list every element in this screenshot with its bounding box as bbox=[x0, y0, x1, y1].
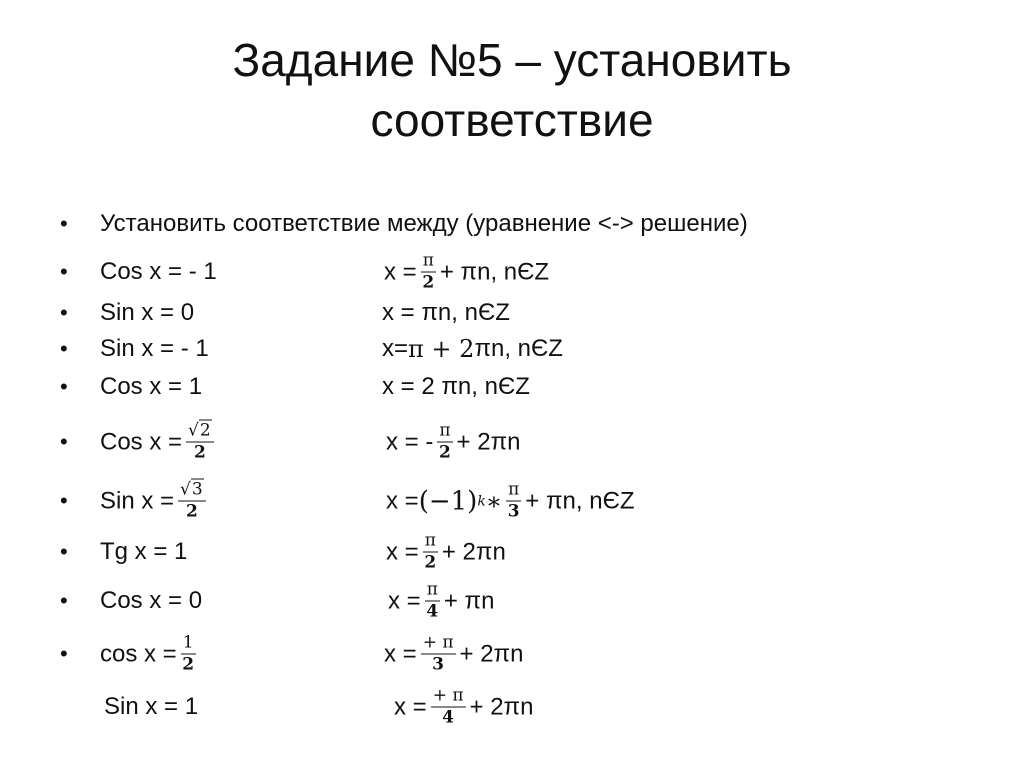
title-line-2: соответствие bbox=[370, 94, 654, 146]
solution bbox=[388, 579, 495, 622]
numerator: + π bbox=[422, 632, 454, 653]
numerator: π bbox=[439, 420, 451, 441]
list-item bbox=[0, 679, 1024, 735]
bullet-icon: • bbox=[60, 539, 68, 564]
radicand: 3 bbox=[191, 479, 203, 500]
denominator: 2 bbox=[424, 552, 437, 573]
equation: Cos x = - 1 bbox=[100, 258, 217, 285]
denominator: 4 bbox=[426, 601, 439, 622]
fraction bbox=[423, 530, 438, 573]
solution-suffix: + πn, nЄZ bbox=[439, 258, 550, 285]
denominator: 2 bbox=[422, 272, 435, 293]
bullet-icon: • bbox=[60, 488, 68, 513]
equation-prefix: Cos x = bbox=[100, 428, 183, 455]
equation: Cos x = 1 bbox=[100, 373, 203, 400]
equation: Sin x = - 1 bbox=[100, 335, 209, 362]
multiply-sign: ∗ bbox=[485, 487, 503, 515]
denominator: 3 bbox=[432, 654, 445, 675]
numerator: π bbox=[508, 479, 520, 500]
fraction bbox=[421, 632, 456, 675]
fraction bbox=[437, 420, 452, 463]
solution-prefix: x= bbox=[382, 335, 409, 362]
numerator: √3 bbox=[180, 479, 203, 500]
fraction bbox=[186, 420, 214, 463]
equation bbox=[100, 632, 200, 675]
bullet-icon: • bbox=[60, 336, 68, 361]
list-item bbox=[0, 524, 1024, 580]
list-item bbox=[0, 573, 1024, 629]
list-item bbox=[0, 626, 1024, 682]
solution bbox=[386, 479, 635, 522]
bullet-icon: • bbox=[60, 374, 68, 399]
solution: x = πn, nЄZ bbox=[382, 299, 510, 326]
fraction bbox=[431, 685, 466, 728]
solution-math: π + 2 bbox=[408, 335, 475, 363]
solution-math: (−1) bbox=[418, 486, 478, 516]
numerator: 1 bbox=[182, 632, 194, 653]
solution-suffix: πn, nЄZ bbox=[474, 335, 563, 362]
bullet-icon: • bbox=[60, 211, 68, 236]
denominator: 2 bbox=[182, 654, 195, 675]
denominator: 3 bbox=[507, 501, 520, 522]
fraction bbox=[425, 579, 440, 622]
solution bbox=[386, 420, 521, 463]
numerator: π bbox=[424, 530, 436, 551]
solution-suffix: + 2πn bbox=[459, 640, 524, 667]
title-line-1: Задание №5 – установить bbox=[232, 34, 792, 86]
fraction bbox=[506, 479, 521, 522]
denominator: 4 bbox=[442, 707, 455, 728]
solution: x = 2 πn, nЄZ bbox=[382, 373, 530, 400]
bullet-icon: • bbox=[60, 300, 68, 325]
intro-text: Установить соответствие между (уравнение <-> решение) bbox=[100, 210, 748, 237]
numerator: + π bbox=[432, 685, 464, 706]
equation: Sin x = 1 bbox=[104, 693, 199, 720]
solution-prefix: x = bbox=[386, 487, 419, 514]
list-item bbox=[0, 473, 1024, 529]
list-item bbox=[0, 359, 1024, 415]
exponent: k bbox=[477, 493, 486, 509]
solution-suffix: + 2πn bbox=[469, 693, 534, 720]
solution-prefix: x = - bbox=[386, 428, 434, 455]
solution-suffix: + 2πn bbox=[456, 428, 521, 455]
bullet-icon: • bbox=[60, 588, 68, 613]
denominator: 2 bbox=[193, 442, 206, 463]
solution-prefix: x = bbox=[394, 693, 427, 720]
equation bbox=[100, 479, 210, 522]
list-item bbox=[0, 414, 1024, 470]
equation: Sin x = 0 bbox=[100, 299, 195, 326]
solution bbox=[394, 685, 534, 728]
numerator: π bbox=[426, 579, 438, 600]
bullet-icon: • bbox=[60, 429, 68, 454]
radicand: 2 bbox=[199, 420, 211, 441]
solution-suffix: + πn bbox=[443, 587, 495, 614]
solution-prefix: x = bbox=[384, 258, 417, 285]
equation-prefix: cos x = bbox=[100, 640, 177, 667]
solution-prefix: x = bbox=[386, 538, 419, 565]
equation: Tg x = 1 bbox=[100, 538, 188, 565]
bullet-icon: • bbox=[60, 259, 68, 284]
solution bbox=[386, 530, 506, 573]
equation-prefix: Sin x = bbox=[100, 487, 175, 514]
solution-prefix: x = bbox=[388, 587, 421, 614]
numerator: π bbox=[422, 250, 434, 271]
denominator: 2 bbox=[439, 442, 451, 463]
numerator: √2 bbox=[188, 420, 211, 441]
bullet-icon: • bbox=[60, 641, 68, 666]
solution bbox=[384, 632, 524, 675]
denominator: 2 bbox=[185, 501, 198, 522]
solution-prefix: x = bbox=[384, 640, 417, 667]
solution-suffix: + 2πn bbox=[441, 538, 506, 565]
fraction bbox=[178, 479, 206, 522]
equation bbox=[100, 420, 218, 463]
solution-suffix: + πn, nЄZ bbox=[525, 487, 635, 514]
equation: Cos x = 0 bbox=[100, 587, 203, 614]
fraction bbox=[181, 632, 196, 675]
